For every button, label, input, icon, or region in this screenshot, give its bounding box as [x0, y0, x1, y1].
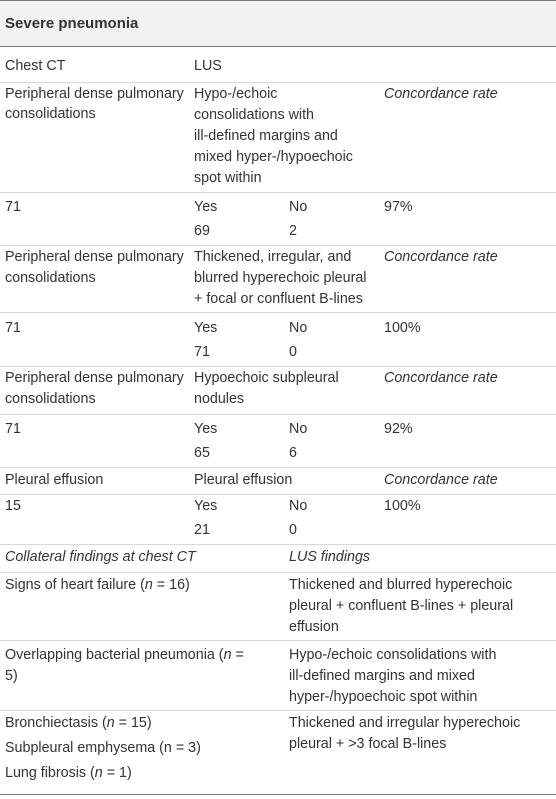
rate-1: 97%	[384, 199, 413, 215]
no-label-2: No	[289, 320, 308, 336]
no-label-4: No	[289, 498, 308, 514]
collateral-ct-2b: 5)	[5, 668, 18, 684]
lus-finding-3b: nodules	[194, 391, 245, 407]
no-count-4: 0	[289, 522, 297, 538]
row-divider	[0, 640, 556, 641]
ct-finding-2b: consolidations	[5, 270, 96, 286]
title-rule	[0, 46, 556, 47]
ct-finding-3a: Peripheral dense pulmonary	[5, 370, 184, 386]
lus-finding-1b: consolidations with	[194, 107, 315, 123]
table-title: Severe pneumonia	[5, 15, 139, 32]
lus-finding-2c: + focal or confluent B-lines	[194, 291, 363, 307]
no-label-3: No	[289, 421, 308, 437]
yes-count-4: 21	[194, 522, 210, 538]
collateral-lus-2b: ill-defined margins and mixed	[289, 668, 475, 684]
title-band	[0, 1, 556, 46]
collateral-ct-header: Collateral findings at chest CT	[5, 549, 196, 565]
ct-finding-1a: Peripheral dense pulmonary	[5, 86, 184, 102]
no-label-1: No	[289, 199, 308, 215]
rate-3: 92%	[384, 421, 413, 437]
yes-label-1: Yes	[194, 199, 218, 215]
ct-count-4: 15	[5, 498, 21, 514]
yes-count-2: 71	[194, 344, 210, 360]
row-divider	[0, 494, 556, 495]
ct-finding-4a: Pleural effusion	[5, 472, 104, 488]
ct-count-2: 71	[5, 320, 21, 336]
collateral-lus-2c: hyper-/hypoechoic spot within	[289, 689, 478, 705]
collateral-lus-2a: Hypo-/echoic consolidations with	[289, 647, 497, 663]
collateral-ct-2a: Overlapping bacterial pneumonia (n =	[5, 647, 244, 663]
ct-finding-2a: Peripheral dense pulmonary	[5, 249, 184, 265]
row-divider	[0, 414, 556, 415]
rate-4: 100%	[384, 498, 421, 514]
lus-finding-2a: Thickened, irregular, and	[194, 249, 352, 265]
collateral-ct-3b: Subpleural emphysema (n = 3)	[5, 740, 201, 756]
collateral-lus-header: LUS findings	[289, 549, 371, 565]
no-count-1: 2	[289, 223, 297, 239]
header-chest-ct: Chest CT	[5, 58, 66, 74]
ct-count-3: 71	[5, 421, 21, 437]
collateral-ct-3c: Lung fibrosis (n = 1)	[5, 765, 132, 781]
lus-finding-1a: Hypo-/echoic	[194, 86, 278, 102]
row-divider	[0, 312, 556, 313]
row-divider	[0, 192, 556, 193]
rate-2: 100%	[384, 320, 421, 336]
lus-finding-1e: spot within	[194, 170, 262, 186]
yes-label-3: Yes	[194, 421, 218, 437]
lus-finding-2b: blurred hyperechoic pleural	[194, 270, 367, 286]
yes-count-1: 69	[194, 223, 210, 239]
lus-finding-1c: ill-defined margins and	[194, 128, 338, 144]
lus-finding-1d: mixed hyper-/hypoechoic	[194, 149, 353, 165]
no-count-2: 0	[289, 344, 297, 360]
collateral-ct-3a: Bronchiectasis (n = 15)	[5, 715, 152, 731]
collateral-ct-1: Signs of heart failure (n = 16)	[5, 577, 190, 593]
ct-finding-1b: consolidations	[5, 106, 96, 122]
ct-finding-3b: consolidations	[5, 391, 96, 407]
concordance-label-3: Concordance rate	[384, 370, 498, 386]
bottom-rule	[0, 794, 556, 795]
collateral-lus-1c: effusion	[289, 619, 339, 635]
header-lus: LUS	[194, 58, 222, 74]
ct-count-1: 71	[5, 199, 21, 215]
concordance-label-1: Concordance rate	[384, 86, 498, 102]
yes-count-3: 65	[194, 445, 210, 461]
lus-finding-4a: Pleural effusion	[194, 472, 293, 488]
no-count-3: 6	[289, 445, 297, 461]
concordance-label-4: Concordance rate	[384, 472, 498, 488]
collateral-lus-3b: pleural + >3 focal B-lines	[289, 736, 447, 752]
yes-label-4: Yes	[194, 498, 218, 514]
collateral-lus-1a: Thickened and blurred hyperechoic	[289, 577, 513, 593]
yes-label-2: Yes	[194, 320, 218, 336]
collateral-lus-1b: pleural + confluent B-lines + pleural	[289, 598, 514, 614]
concordance-label-2: Concordance rate	[384, 249, 498, 265]
lus-finding-3a: Hypoechoic subpleural	[194, 370, 339, 386]
collateral-lus-3a: Thickened and irregular hyperechoic	[289, 715, 521, 731]
